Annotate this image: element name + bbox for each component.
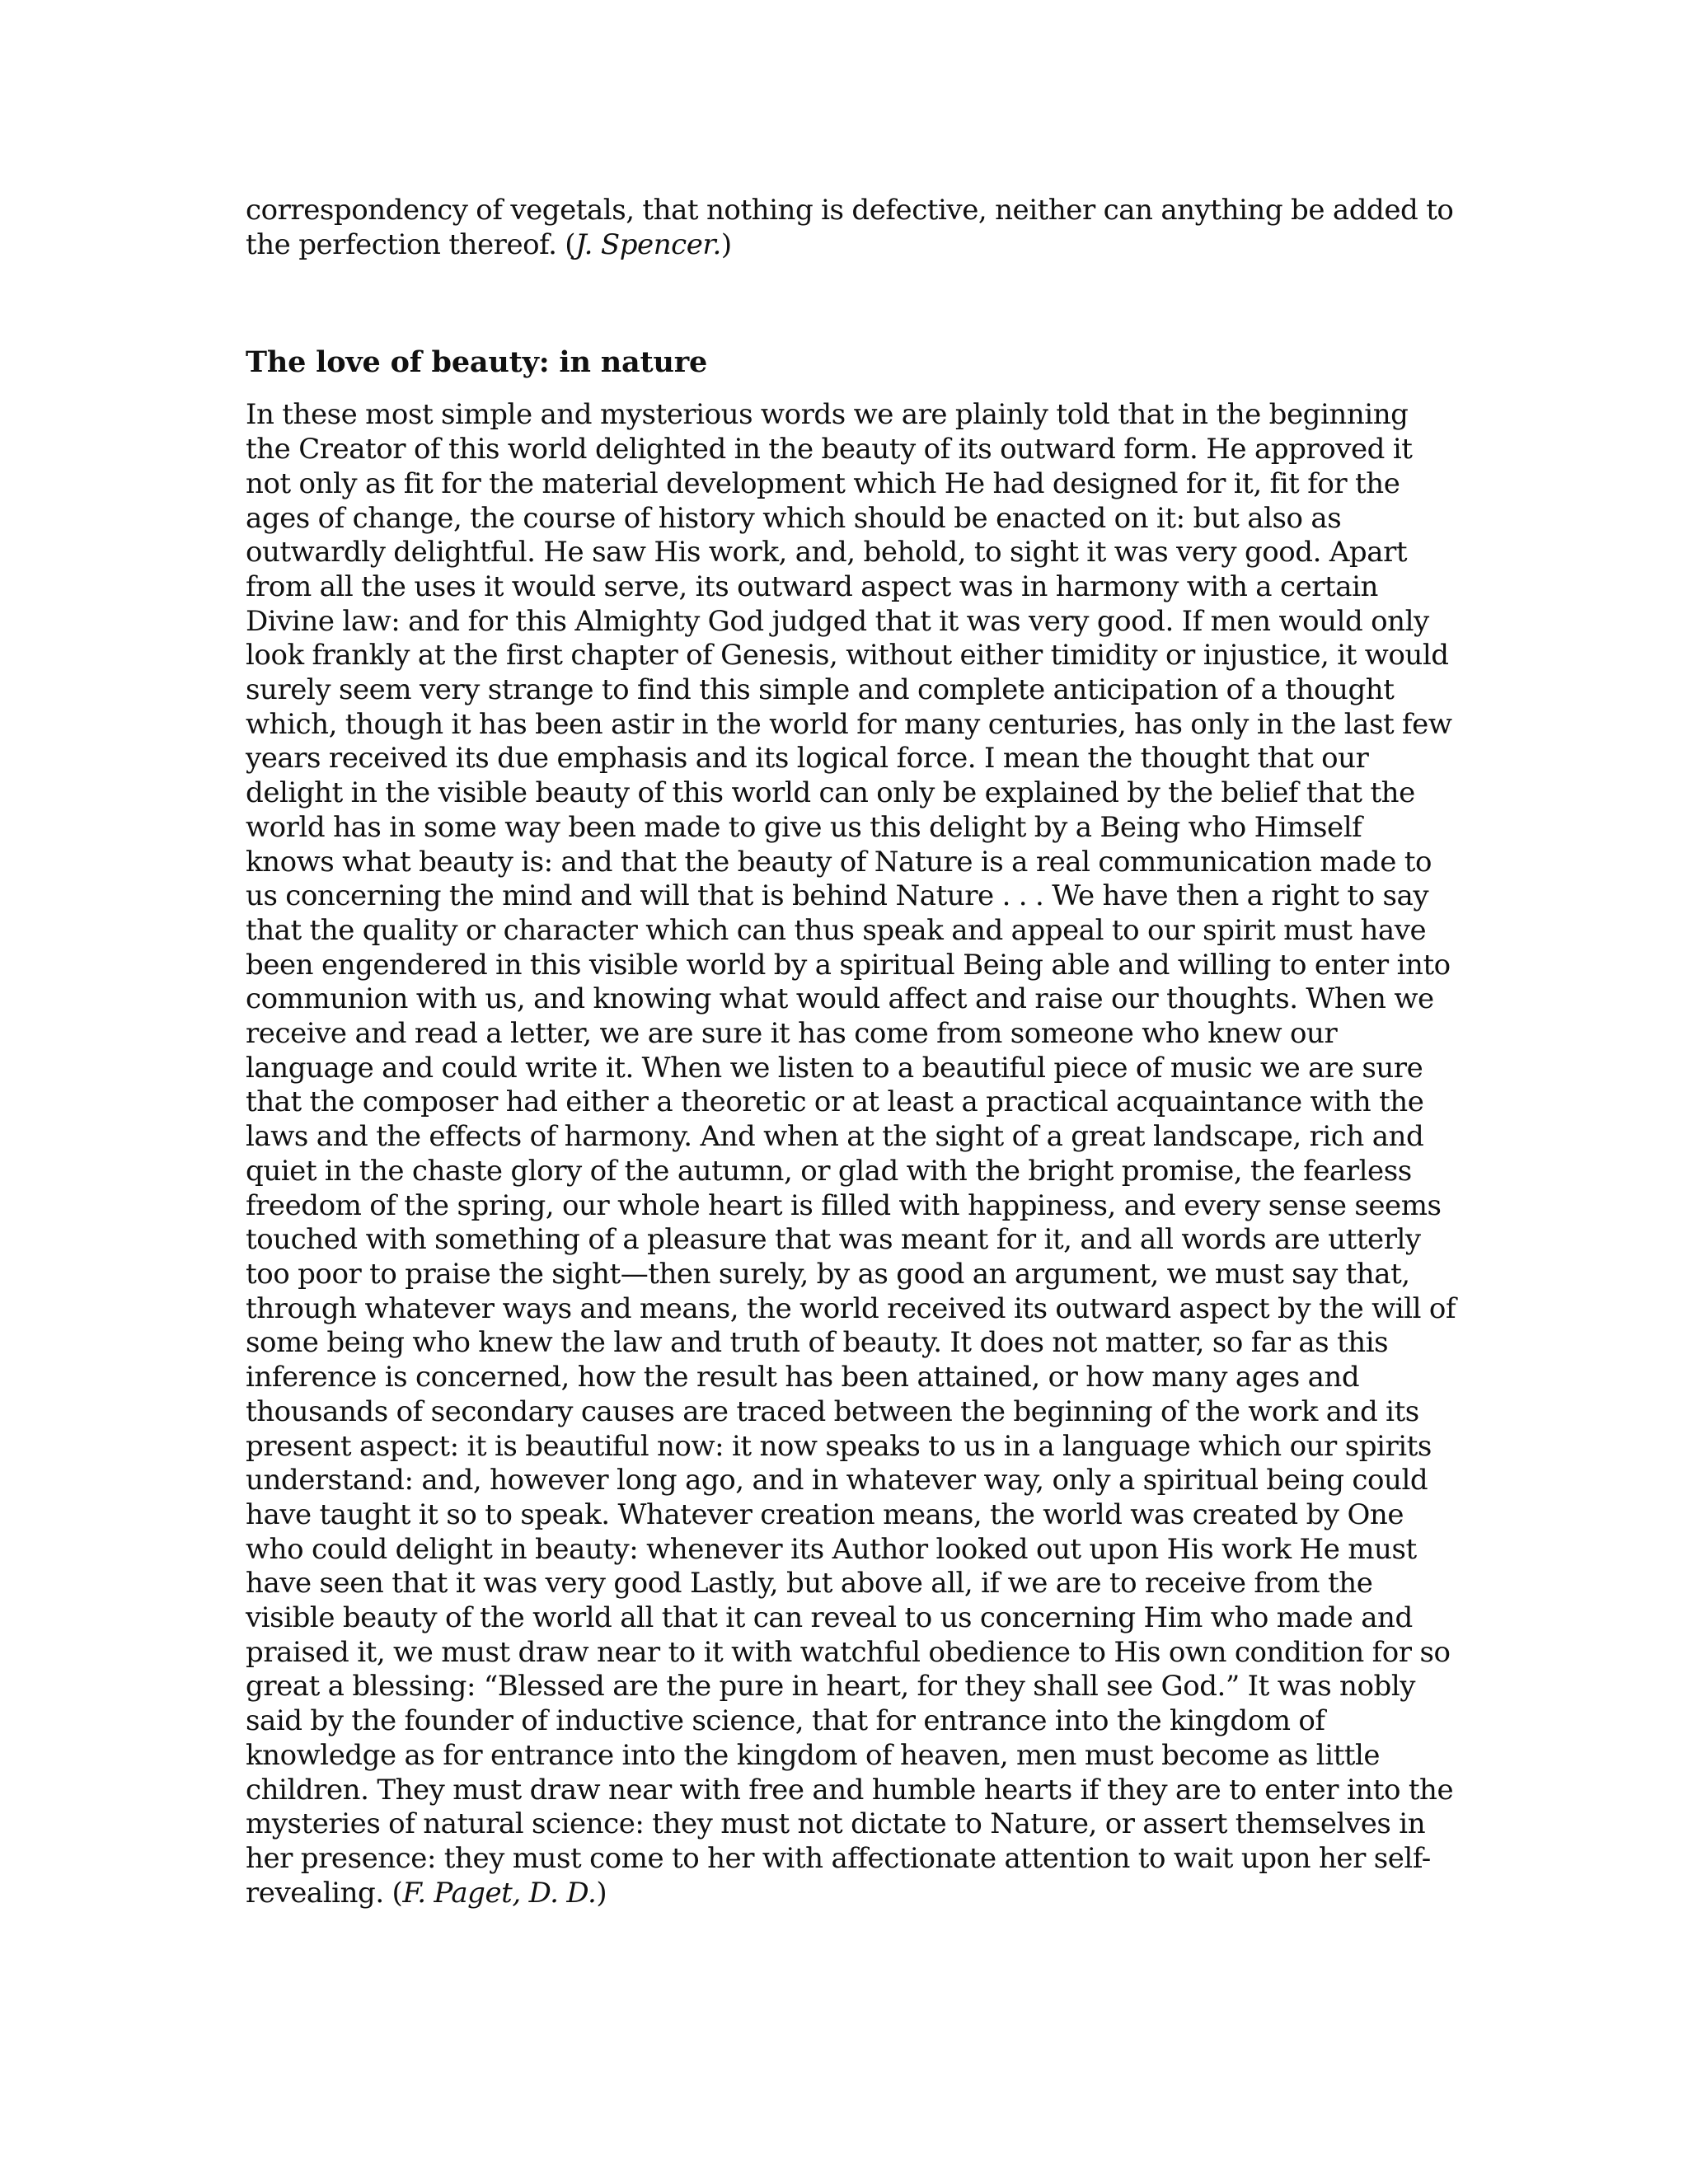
section-citation: F. Paget, D. D. — [402, 1876, 597, 1910]
intro-paragraph — [246, 194, 1457, 262]
section-text: In these most simple and mysterious words we are plainly told that in the beginning the Creator of this world delighted in the beauty of its outward form. He approved it not only as fit for the material development which He had designed for it, fit for the ages of change, the course of history which should be enacted on it: but also as outwardly delightful. He saw His work, and, behold, to sight it was very good. Apart from all the uses it would serve, its outward aspect was in harmony with a certain Divine law: and for this Almighty God judged that it was very good. If men would only look frankly at the first chapter of Genesis, without either timidity or injustice, it would surely seem very strange to find this simple and complete anticipation of a thought which, though it has been astir in the world for many centuries, has only in the last few years received its due emphasis and its logical force. I mean the thought that our delight in the visible beauty of this world can only be explained by the belief that the world has in some way been made to give us this delight by a Being who Himself knows what beauty is: and that the beauty of Nature is a real communication made to us concerning the mind and will that is behind Nature . . . We have then a right to say that the quality or character which can thus speak and appeal to our spirit must have been engendered in this visible world by a spiritual Being able and willing to enter into communion with us, and knowing what would affect and raise our thoughts. When we receive and read a letter, we are sure it has come from someone who knew our language and could write it. When we listen to a beautiful piece of music we are sure that the composer had either a theoretic or at least a practical acquaintance with the laws and the effects of harmony. And when at the sight of a great landscape, rich and quiet in the chaste glory of the autumn, or glad with the bright promise, the fearless freedom of the spring, our whole heart is filled with happiness, and every sense seems touched with something of a pleasure that was meant for it, and all words are utterly too poor to praise the sight—then surely, by as good an argument, we must say that, through whatever ways and means, the world received its outward aspect by the will of some being who knew the law and truth of beauty. It does not matter, so far as this inference is concerned, how the result has been attained, or how many ages and thousands of secondary causes are traced between the beginning of the work and its present aspect: it is beautiful now: it now speaks to us in a language which our spirits understand: and, however long ago, and in whatever way, only a spiritual being could have taught it so to speak. Whatever creation means, the world was created by One who could delight in beauty: whenever its Author looked out upon His work He must have seen that it was very good Lastly, but above all, if we are to receive from the visible beauty of the world all that it can reveal to us concerning Him who made and praised it, we must draw near to it with watchful obedience to His own condition for so great a blessing: “Blessed are the pure in heart, for they shall see God.” It was nobly said by the founder of inductive science, that for entrance into the kingdom of knowledge as for entrance into the kingdom of heaven, men must become as little children. They must draw near with free and humble hearts if they are to enter into the mysteries of natural science: they must not dictate to Nature, or assert themselves in her presence: they must come to her with affectionate attention to wait upon her self-revealing. ( — [246, 398, 1456, 1910]
section-heading: The love of beauty: in nature — [246, 345, 708, 380]
section-paragraph — [246, 398, 1457, 1910]
section-love-of-beauty — [246, 344, 1457, 1910]
document-page — [246, 194, 1457, 1910]
intro-citation: J. Spencer. — [575, 227, 721, 261]
section-citation-close: ) — [596, 1876, 607, 1910]
intro-citation-close: ) — [720, 227, 732, 261]
intro-text: correspondency of vegetals, that nothing is defective, neither can anything be added to the perfection thereof. ( — [246, 194, 1454, 261]
